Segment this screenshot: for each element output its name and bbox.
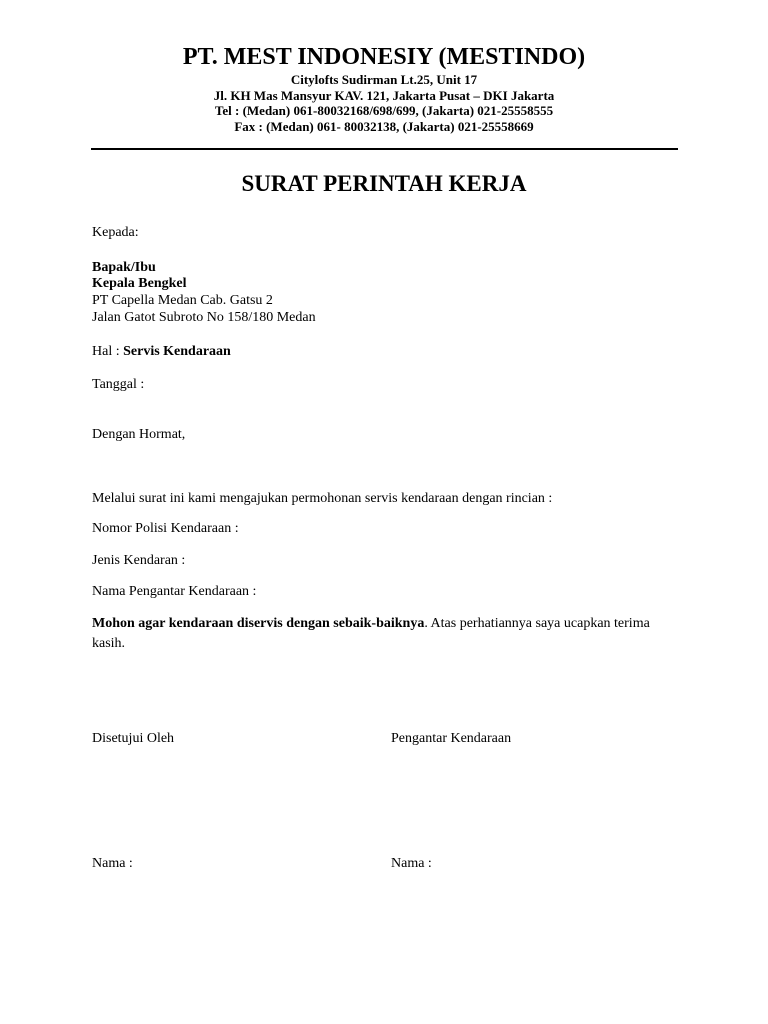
recipient-company: PT Capella Medan Cab. Gatsu 2 xyxy=(92,293,273,308)
fax-line: Fax : (Medan) 061- 80032138, (Jakarta) 021-25558669 xyxy=(234,119,534,134)
address-line-2: Jl. KH Mas Mansyur KAV. 121, Jakarta Pusat – DKI Jakarta xyxy=(213,88,555,103)
subject-label: Hal : xyxy=(92,344,120,359)
address-line-1: Citylofts Sudirman Lt.25, Unit 17 xyxy=(290,72,478,87)
document-title: SURAT PERINTAH KERJA xyxy=(241,171,527,196)
subject-line xyxy=(92,343,231,361)
name-label-right: Nama : xyxy=(391,856,432,871)
closing-bold-text: Mohon agar kendaraan diservis dengan sebaik-baiknya xyxy=(92,616,425,631)
approved-by-label: Disetujui Oleh xyxy=(92,731,175,746)
kepada-label: Kepada: xyxy=(92,225,139,240)
closing-paragraph xyxy=(92,614,682,654)
subject-value: Servis Kendaraan xyxy=(123,344,231,359)
intro-text: Melalui surat ini kami mengajukan permohonan servis kendaraan dengan rincian : xyxy=(92,491,553,506)
letterhead-divider xyxy=(91,148,678,150)
greeting: Dengan Hormat, xyxy=(92,427,186,442)
name-label-left: Nama : xyxy=(92,856,133,871)
field-police-number: Nomor Polisi Kendaraan : xyxy=(92,521,239,536)
recipient-position: Kepala Bengkel xyxy=(92,276,187,291)
company-name: PT. MEST INDONESIY (MESTINDO) xyxy=(182,44,586,70)
recipient-address: Jalan Gatot Subroto No 158/180 Medan xyxy=(92,310,316,325)
closing-rest-text: . Atas perhatiannya saya ucapkan terima kasih. xyxy=(92,616,650,651)
recipient-salutation: Bapak/Ibu xyxy=(92,260,156,275)
date-label: Tanggal : xyxy=(92,377,145,392)
field-driver-name: Nama Pengantar Kendaraan : xyxy=(92,584,257,599)
phone-line: Tel : (Medan) 061-80032168/698/699, (Jakarta) 021-25558555 xyxy=(214,103,554,118)
driver-signature-label: Pengantar Kendaraan xyxy=(391,731,512,746)
field-vehicle-type: Jenis Kendaran : xyxy=(92,553,186,568)
